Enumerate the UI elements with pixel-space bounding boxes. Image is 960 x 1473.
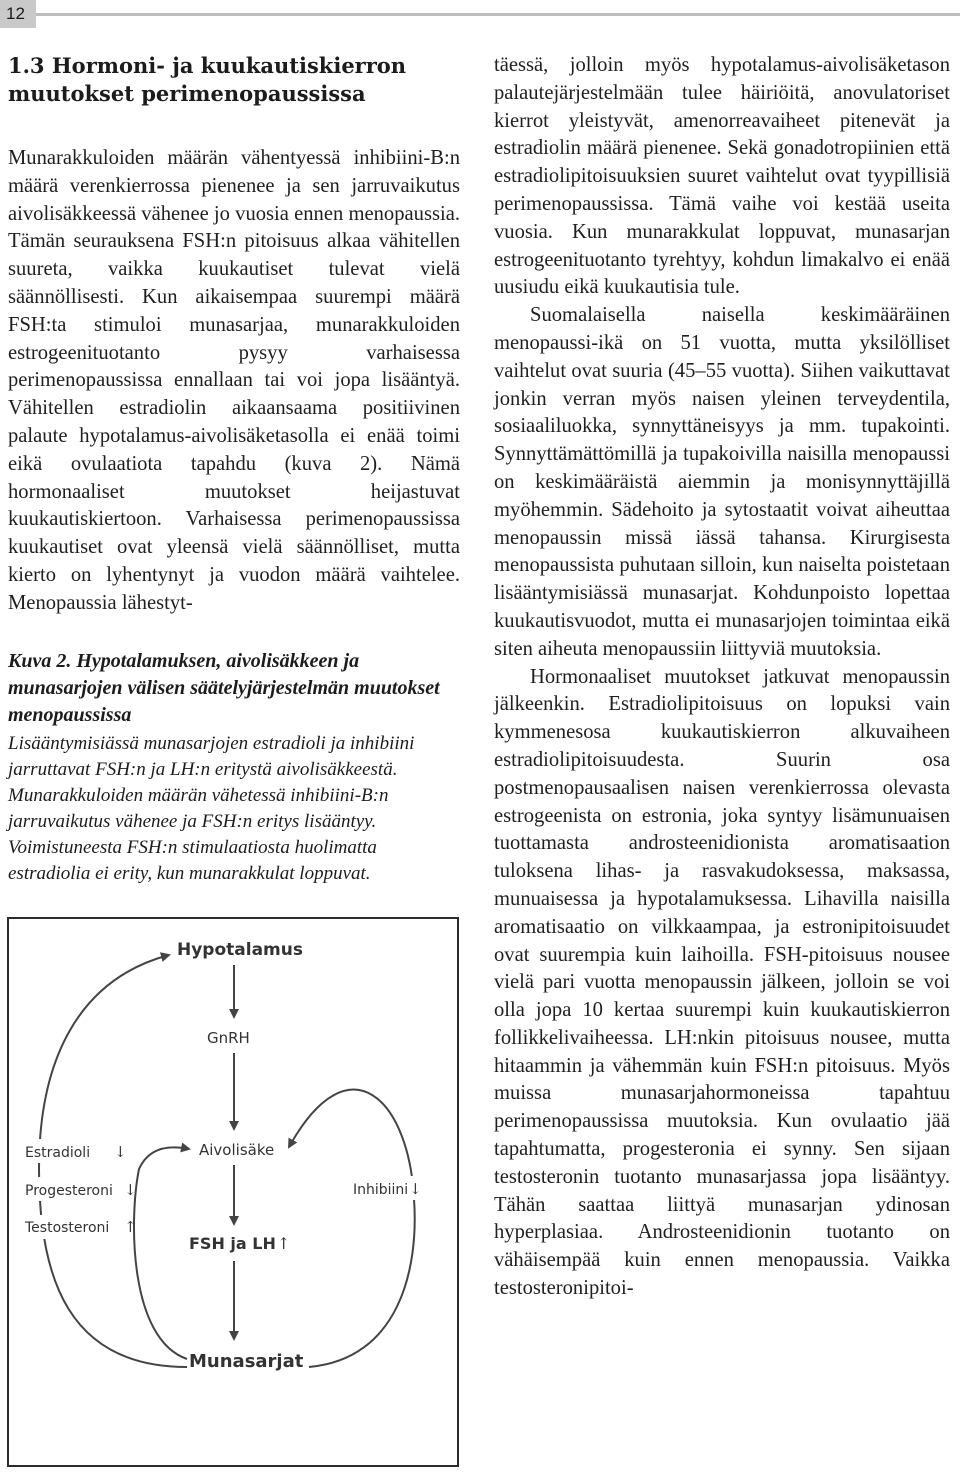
- feedback-curve-right: [289, 1090, 415, 1367]
- estradioli-label: Estradioli: [25, 1145, 91, 1161]
- page-number: 12: [0, 0, 36, 28]
- right-paragraph-2: Suomalaisella naisella keskimääräinen menopaussi-ikä on 51 vuotta, mutta yksilölliset vaihtelut ovat suuria (45–55 vuotta). Siihen vaikuttavat jonkin verran myös naisen yleinen terveydentila, sosiaaliluokka, synnyttäneisyys ja mm. tupakointi. Synnyttämättömillä ja tupakoivilla naisilla menopaussi on keskimääräistä aiemmin ja monisynnyttäjillä myöhemmin. Sädehoito ja sytostaatit voivat aiheuttaa menopaussin missä iässä tahansa. Kirurgisesta menopaussista puhutaan silloin, kun naiselta poistetaan lisääntymisiässä munasarjat. Kohdunpoisto lopettaa kuukautisvuodot, mutta ei munasarjojen toimintaa eikä siten aiheuta menopaussiin liittyviä muutoksia.: [494, 304, 950, 660]
- figure-caption-text: Lisääntymisiässä munasarjojen estradioli ja inhibiini jarruttavat FSH:n ja LH:n eritystä aivolisäkkeestä. Munarakkuloiden määrän vähetessä inhibiini-B:n jarruvaikutus vähenee ja FSH:n eritys lisääntyy. Voimistuneesta FSH:n stimulaatiosta huolimatta estradiolia ei erity, kun munarakkulat loppuvat.: [8, 732, 415, 884]
- left-column: [8, 52, 460, 887]
- figure-caption-title: Kuva 2. Hypotalamuksen, aivolisäkkeen ja munasarjojen välisen säätelyjärjestelmän muutokset menopaussissa: [8, 649, 440, 726]
- aivolisake-label: Aivolisäke: [199, 1141, 275, 1159]
- inhibiini-label: Inhibiini: [353, 1182, 409, 1198]
- munasarjat-label: Munasarjat: [189, 1351, 304, 1372]
- right-column: [494, 52, 950, 1303]
- header-rule: [36, 13, 960, 16]
- heading-line-2: muutokset perimenopaussissa: [8, 81, 366, 106]
- right-paragraph-3: Hormonaaliset muutokset jatkuvat menopaussin jälkeenkin. Estradiolipitoisuus on lopuksi vain kymmenesosa kuukautiskierron alkuvaiheen estradiolipitoisuudesta. Suurin osa postmenopausaalisen naisen verenkierrossa olevasta estrogeenista on estronia, joka syntyy lisämunuaisen tuottamasta androsteenidionista aromatisaation tuloksena lihas- ja rasvakudoksessa, maksassa, munuaisessa ja hypotalamuksessa. Lihavilla naisilla aromatisaatio on vilkkaampaa, ja estronipitoisuudet ovat suurempia kuin laihoilla. FSH-pitoisuus nousee vielä pari vuotta menopaussin jälkeen, jolloin se voi olla jopa 10 kertaa suurempi kuin kuukautiskierron follikkelivaiheessa. LH:nkin pitoisuus nousee, mutta hitaammin ja vähemmän kuin FSH:n pitoisuus. Myös muissa munasarjahormoneissa tapahtuu perimenopaussissa muutoksia. Kun ovulaatio jää tapahtumatta, progesteronia ei synny. Sen sijaan testosteronin tuotanto munasarjassa jopa lisääntyy. Tähän saattaa liittyä munasarjan ydinosan hyperplasiaa. Androsteenidionin tuotanto on vähäisempää kuin ennen menopaussia. Vaikka testosteronipitoi-: [494, 665, 950, 1300]
- figure-2-diagram: [7, 917, 459, 1467]
- estradioli-down-arrow-icon: ↓: [114, 1143, 127, 1161]
- gnrh-label: GnRH: [207, 1029, 250, 1047]
- heading-line-1: 1.3 Hormoni- ja kuukautiskierron: [8, 53, 407, 78]
- left-body-paragraph: Munarakkuloiden määrän vähentyessä inhibiini-B:n määrä verenkierrossa pienenee ja sen jarruvaikutus aivolisäkkeessä vähenee jo vuosia ennen menopaussia. Tämän seurauksena FSH:n pitoisuus alkaa vähitellen suureta, vaikka kuukautiset tulevat vielä säännöllisesti. Kun aikaisempaa suurempi määrä FSH:ta stimuloi munasarjaa, munarakkuloiden estrogeenituotanto pysyy varhaisessa perimenopaussissa ennallaan tai voi jopa lisääntyä. Vähitellen estradiolin aikaansaama positiivinen palaute hypotalamus-aivolisäketasolla ei enää toimi eikä ovulaatiota tapahdu (kuva 2). Nämä hormonaaliset muutokset heijastuvat kuukautiskiertoon. Varhaisessa perimenopaussissa kuukautiset ovat yleensä vielä säännölliset, mutta kierto on lyhentynyt ja vuodon määrä vaihtelee. Menopaussia lähestyt-: [8, 147, 460, 614]
- feedback-curve-inner-left: [134, 1147, 189, 1359]
- section-heading: [8, 52, 460, 108]
- fsh-lh-label: FSH ja LH: [189, 1234, 276, 1253]
- progesteroni-down-arrow-icon: ↓: [124, 1181, 137, 1199]
- hypotalamus-label: Hypotalamus: [177, 940, 303, 960]
- testosteroni-up-arrow-icon: ↑: [124, 1218, 137, 1236]
- inhibiini-down-arrow-icon: ↓: [409, 1180, 422, 1198]
- progesteroni-label: Progesteroni: [25, 1183, 113, 1199]
- right-paragraph-1: täessä, jolloin myös hypotalamus-aivolisäketason palautejärjestelmään tulee häiriöitä, anovulatoriset kierrot yleistyvät, amenorreavaiheet pitenevät ja estradiolin määrä pienenee. Sekä gonadotropiinien että estradiolipitoisuuksien suuret vaihtelut ovat tyypillisiä perimenopaussissa. Tämä vaihe voi kestää useita vuosia. Kun munarakkulat loppuvat, munasarjan estrogeenituotanto tyrehtyy, kohdun limakalvo ei enää uusiudu eikä kuukautisia tule.: [494, 54, 950, 299]
- fsh-up-arrow-icon: ↑: [277, 1234, 291, 1253]
- testosteroni-label: Testosteroni: [25, 1220, 110, 1236]
- diagram-svg: [9, 919, 457, 1465]
